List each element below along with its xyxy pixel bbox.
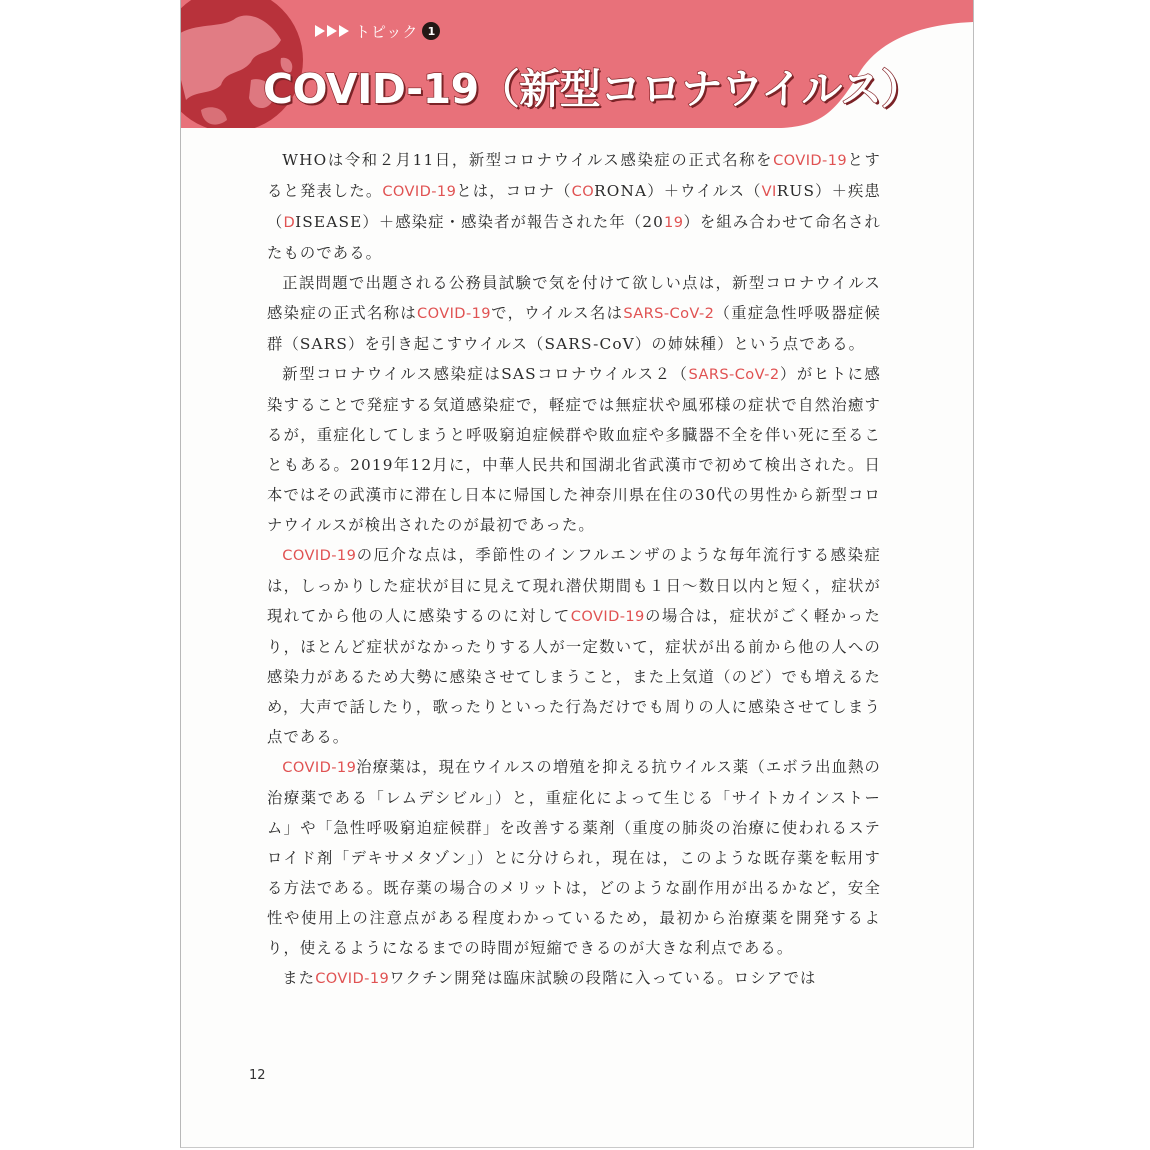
- text-run: 治療薬は，現在ウイルスの増殖を抑える抗ウイルス薬（エボラ出血熱の治療薬である「レムデシビル」）と，重症化によって生じる「サイトカインストーム」や「急性呼吸窮迫症候群」を改善する薬剤（重度の肺炎の治療に使われるステロイド剤「デキサメタゾン」）とに分けられ，現在は，このような既存薬を転用する方法である。既存薬の場合のメリットは，どのような副作用が出るかなど，安全性や使用上の注意点がある程度わかっているため，最初から治療薬を開発するより，使えるようになるまでの時間が短縮できるのが大きな利点である。: [267, 758, 881, 957]
- text-run: の場合は，症状がごく軽かったり，ほとんど症状がなかったりする人が一定数いて，症状が出る前から他の人への感染力があるため大勢に感染させてしまうこと，また上気道（のど）でも増えるため，大声で話したり，歌ったりといった行為だけでも周りの人に感染させてしまう点である。: [267, 607, 882, 746]
- highlighted-term: COVID-19: [570, 608, 645, 625]
- page-number: 12: [249, 1068, 266, 1083]
- topic-number-badge: 1: [422, 22, 440, 40]
- highlighted-term: COVID-19: [417, 305, 491, 322]
- highlighted-term: SARS-CoV-2: [688, 366, 780, 383]
- text-run: また: [282, 969, 316, 987]
- body-paragraph: [267, 752, 881, 963]
- page-title: COVID-19（新型コロナウイルス）: [263, 65, 922, 113]
- text-run: の厄介な点は，季節性のインフルエンザのような毎年流行する感染症は，しっかりした症状が目に見えて現れ潜伏期間も１日～数日以内と短く，症状が現れてから他の人に感染するのに対して: [267, 546, 881, 625]
- highlighted-term: CO: [571, 183, 595, 200]
- text-run: RUS）＋疾患（: [267, 182, 881, 231]
- text-run: 正誤問題で出題される公務員試験で気を付けて欲しい点は，新型コロナウイルス感染症の正式名称は: [267, 274, 881, 322]
- topic-row: [315, 18, 440, 44]
- text-run: とは，コロナ（: [456, 182, 572, 200]
- body-paragraph: [267, 359, 881, 540]
- text-run: ）がヒトに感染することで発症する気道感染症で，軽症では無症状や風邪様の症状で自然治癒するが，重症化してしまうと呼吸窮迫症候群や敗血症や多臓器不全を伴い死に至ることもある。2019年12月に，中華人民共和国湖北省武漢市で初めて検出された。日本ではその武漢市に滞在し日本に帰国した神奈川県在住の30代の男性から新型コロナウイルスが検出されたのが最初であった。: [267, 365, 882, 534]
- text-run: で，ウイルス名は: [490, 304, 624, 322]
- body-paragraph: [267, 963, 881, 994]
- body-paragraph: [267, 268, 881, 359]
- highlighted-term: COVID-19: [315, 970, 390, 987]
- header-band: [181, 0, 973, 128]
- triple-arrow-icon: [315, 25, 349, 37]
- text-run: （重症急性呼吸器症候群（SARS）を引き起こすウイルス（SARS-CoV）の姉妹種）という点である。: [267, 304, 881, 353]
- body-text: [267, 145, 881, 994]
- book-page: [180, 0, 974, 1148]
- highlighted-term: 19: [664, 214, 684, 231]
- topic-label: トピック: [355, 22, 419, 41]
- text-run: ワクチン開発は臨床試験の段階に入っている。ロシアでは: [389, 969, 817, 987]
- highlighted-term: SARS-CoV-2: [623, 305, 715, 322]
- text-run: RONA）＋ウイルス（: [594, 182, 762, 200]
- text-run: 新型コロナウイルス感染症はSASコロナウイルス２（: [282, 365, 689, 383]
- text-run: ISEASE）＋感染症・感染者が報告された年（20: [295, 213, 665, 231]
- text-run: ）を組み合わせて命名されたものである。: [267, 213, 881, 262]
- highlighted-term: VI: [761, 183, 777, 200]
- highlighted-term: COVID-19: [282, 547, 357, 564]
- text-run: WHOは令和２月11日，新型コロナウイルス感染症の正式名称を: [282, 151, 774, 169]
- highlighted-term: D: [283, 214, 296, 231]
- text-run: とすると発表した。: [267, 151, 881, 200]
- body-paragraph: [267, 145, 881, 268]
- highlighted-term: COVID-19: [382, 183, 457, 200]
- highlighted-term: COVID-19: [773, 152, 848, 169]
- body-paragraph: [267, 540, 881, 752]
- highlighted-term: COVID-19: [282, 759, 357, 776]
